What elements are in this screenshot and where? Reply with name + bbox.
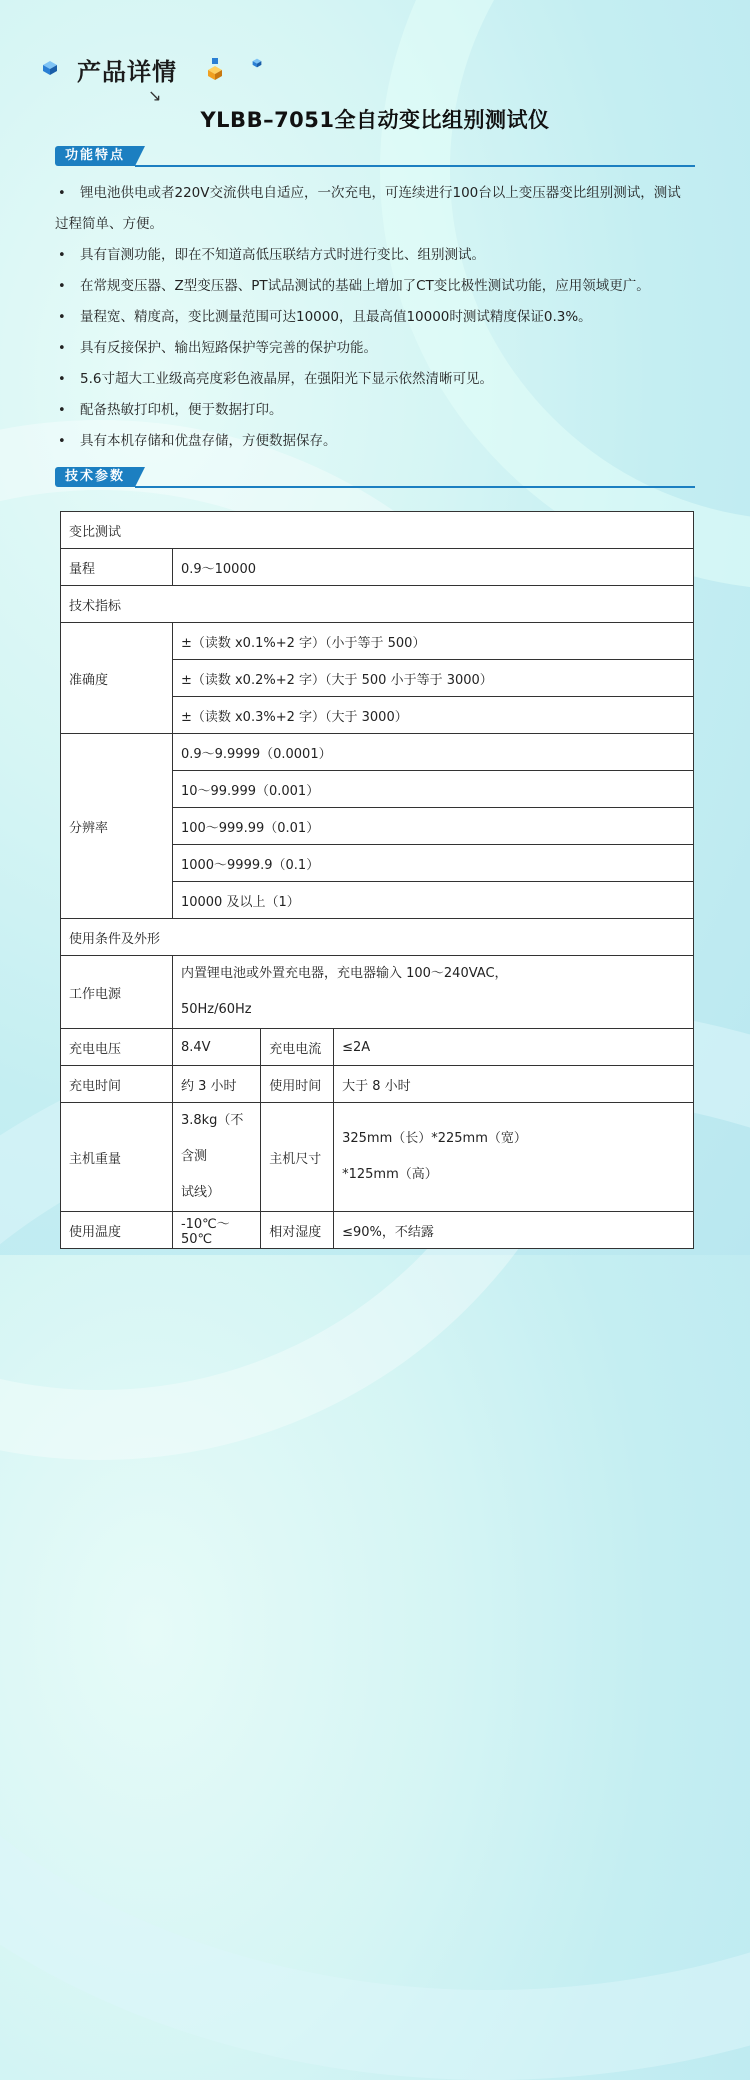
section-title: 产品详情: [77, 58, 177, 86]
bullet: •: [58, 372, 66, 387]
weight-line1: 3.8kg（不含测: [180, 1113, 244, 1164]
feature-text: 锂电池供电或者220V交流供电自适应，一次充电，可连续进行100台以上变压器变比组别测试，测试: [80, 185, 681, 201]
section-row-label: 变比测试: [61, 512, 694, 549]
cell-value: 0.9～9.9999（0.0001）: [172, 734, 693, 771]
cell-value: 100～999.99（0.01）: [172, 808, 693, 845]
row-label: 主机重量: [61, 1103, 173, 1212]
cell-value: [172, 1103, 260, 1212]
table-row: [61, 1212, 694, 1249]
orange-cube-icon: [207, 58, 223, 80]
list-item-continuation: [55, 209, 705, 240]
divider: [135, 165, 695, 167]
list-item: [55, 178, 705, 209]
table-row: [61, 734, 694, 771]
row-label: 使用时间: [261, 1066, 334, 1103]
cell-value: 1000～9999.9（0.1）: [172, 845, 693, 882]
feature-text: 具有本机存储和优盘存储，方便数据保存。: [80, 433, 337, 449]
table-row: [61, 623, 694, 660]
size-line2: *125mm（高）: [342, 1167, 438, 1182]
table-row: [61, 549, 694, 586]
cell-value: 10000 及以上（1）: [172, 882, 693, 919]
row-label: 工作电源: [61, 956, 173, 1029]
features-section-header: [55, 146, 695, 168]
row-label: 准确度: [61, 623, 173, 734]
divider: [135, 486, 695, 488]
feature-text: 过程简单、方便。: [55, 216, 163, 232]
row-label: 主机尺寸: [261, 1103, 334, 1212]
feature-text: 具有反接保护、输出短路保护等完善的保护功能。: [80, 340, 377, 356]
bullet: •: [58, 403, 66, 418]
feature-text: 5.6寸超大工业级高亮度彩色液晶屏，在强阳光下显示依然清晰可见。: [80, 371, 493, 387]
feature-text: 配备热敏打印机，便于数据打印。: [80, 402, 283, 418]
table-row: [61, 1029, 694, 1066]
params-tag: 技术参数: [55, 467, 135, 487]
bullet: •: [58, 186, 66, 201]
cell-value: ≤90%，不结露: [334, 1212, 694, 1249]
list-item: [55, 271, 705, 302]
list-item: [55, 240, 705, 271]
params-table: [60, 511, 694, 1249]
cell-value: ≤2A: [334, 1029, 694, 1066]
row-label: 充电电流: [261, 1029, 334, 1066]
list-item: [55, 364, 705, 395]
cell-value: 大于 8 小时: [334, 1066, 694, 1103]
table-row: [61, 1066, 694, 1103]
bullet: •: [58, 310, 66, 325]
cell-value: ±（读数 x0.3%+2 字）（大于 3000）: [172, 697, 693, 734]
cell-value: 0.9～10000: [172, 549, 693, 586]
bullet: •: [58, 434, 66, 449]
row-label: 相对湿度: [261, 1212, 334, 1249]
power-line1: 内置锂电池或外置充电器，充电器输入 100～240VAC，: [180, 966, 508, 981]
list-item: [55, 395, 705, 426]
list-item: [55, 333, 705, 364]
page-header: [0, 0, 750, 140]
power-line2: 50Hz/60Hz: [180, 1002, 252, 1017]
section-row-label: 使用条件及外形: [61, 919, 694, 956]
cell-value: [334, 1103, 694, 1212]
cell-value: 约 3 小时: [172, 1066, 260, 1103]
bullet: •: [58, 248, 66, 263]
bullet: •: [58, 279, 66, 294]
row-label: 使用温度: [61, 1212, 173, 1249]
small-blue-cube-icon: [252, 58, 262, 68]
params-section-header: [55, 467, 695, 489]
cell-value: [172, 956, 693, 1029]
size-line1: 325mm（长）*225mm（宽）: [342, 1131, 527, 1146]
cell-value: ±（读数 x0.2%+2 字）（大于 500 小于等于 3000）: [172, 660, 693, 697]
feature-text: 具有盲测功能，即在不知道高低压联结方式时进行变比、组别测试。: [80, 247, 485, 263]
row-label: 充电时间: [61, 1066, 173, 1103]
feature-text: 量程宽、精度高，变比测量范围可达10000，且最高值10000时测试精度保证0.3%。: [80, 309, 592, 325]
row-label: 量程: [61, 549, 173, 586]
table-row: [61, 956, 694, 1029]
table-row: [61, 1103, 694, 1212]
section-row-label: 技术指标: [61, 586, 694, 623]
cell-value: 8.4V: [172, 1029, 260, 1066]
list-item: [55, 426, 705, 457]
cell-value: ±（读数 x0.1%+2 字）（小于等于 500）: [172, 623, 693, 660]
table-row: [61, 586, 694, 623]
cell-value: 10～99.999（0.001）: [172, 771, 693, 808]
table-row: [61, 512, 694, 549]
features-tag: 功能特点: [55, 146, 135, 166]
feature-text: 在常规变压器、Z型变压器、PT试品测试的基础上增加了CT变比极性测试功能，应用领域更广。: [80, 278, 650, 294]
list-item: [55, 302, 705, 333]
row-label: 分辨率: [61, 734, 173, 919]
arrow-icon: ↘: [148, 86, 162, 105]
table-row: [61, 919, 694, 956]
weight-line2: 试线）: [180, 1185, 220, 1200]
features-list: [55, 178, 705, 457]
bullet: •: [58, 341, 66, 356]
cell-value: -10℃～50℃: [172, 1212, 260, 1249]
product-title: YLBB–7051全自动变比组别测试仪: [200, 108, 550, 132]
row-label: 充电电压: [61, 1029, 173, 1066]
blue-cube-icon: [42, 60, 58, 76]
